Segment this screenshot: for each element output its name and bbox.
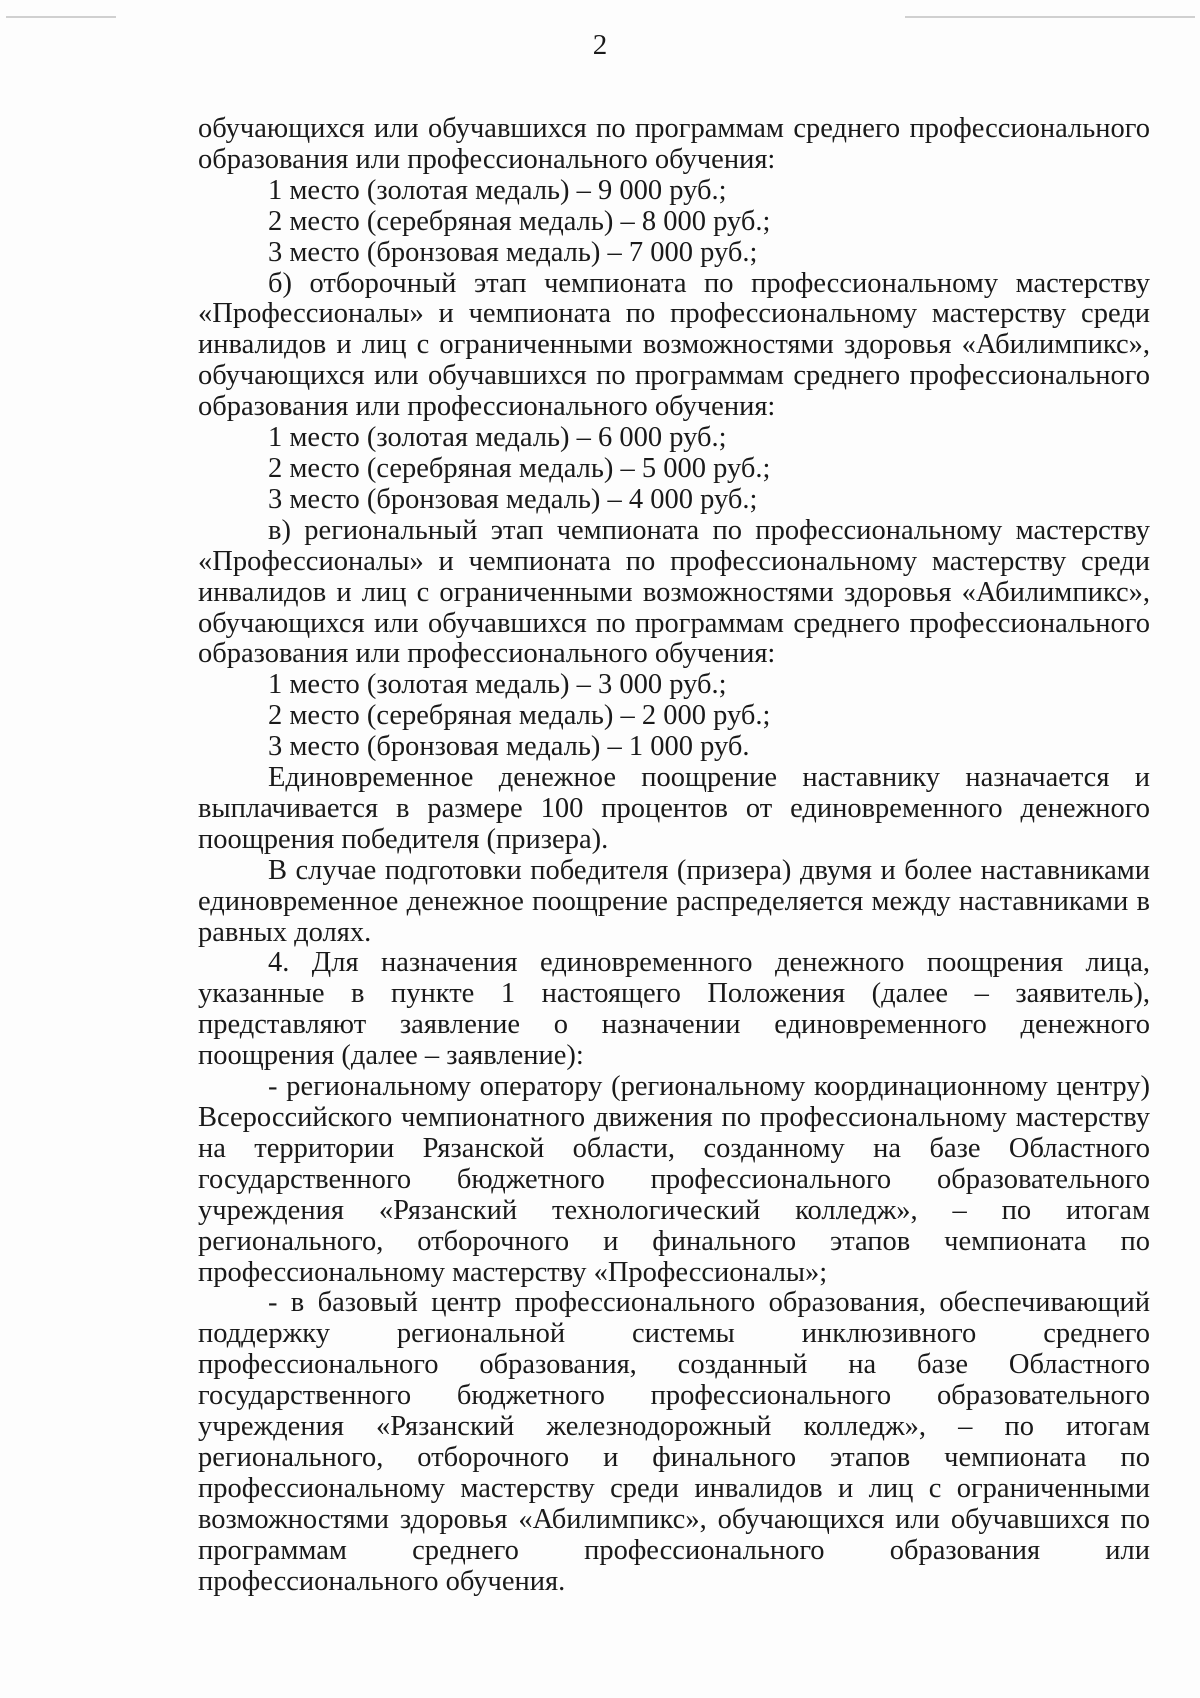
- prize-item: 1 место (золотая медаль) – 6 000 руб.;: [268, 422, 727, 454]
- paragraph: в) региональный этап чемпионата по профессиональному мастерству «Профессионалы» и чемпионата по профессиональному мастерству среди инвалидов и лиц с ограниченными возможностями здоровья «Абилимпикс», обучающихся или обучавшихся по программам среднего профессионального образования или профессионального обучения:: [198, 514, 1150, 670]
- prize-item: 3 место (бронзовая медаль) – 4 000 руб.;: [268, 483, 758, 515]
- page-number: 2: [592, 29, 608, 61]
- paragraph: 4. Для назначения единовременного денежного поощрения лица, указанные в пункте 1 настоящего Положения (далее – заявитель), представляют заявление о назначении единовременного денежного поощрения (далее – заявление):: [198, 947, 1150, 1072]
- paragraph: - в базовый центр профессионального образования, обеспечивающий поддержку региональной системы инклюзивного среднего профессионального образования, созданный на базе Областного государственного бюджетного профессионального образовательного учреждения «Рязанский железнодорожный колледж», – по итогам регионального, отборочного и финального этапов чемпионата по профессиональному мастерству среди инвалидов и лиц с ограниченными возможностями здоровья «Абилимпикс», обучающихся или обучавшихся по программам среднего профессионального образования или профессионального обучения.: [198, 1287, 1150, 1597]
- scan-artifact: [905, 16, 1195, 18]
- prize-item: 1 место (золотая медаль) – 9 000 руб.;: [268, 174, 727, 206]
- prize-item: 3 место (бронзовая медаль) – 1 000 руб.: [268, 731, 750, 763]
- paragraph: Единовременное денежное поощрение наставнику назначается и выплачивается в размере 100 процентов от единовременного денежного поощрения победителя (призера).: [198, 762, 1150, 855]
- paragraph: В случае подготовки победителя (призера) двумя и более наставниками единовременное денежное поощрение распределяется между наставниками в равных долях.: [198, 854, 1150, 948]
- paragraph: б) отборочный этап чемпионата по профессиональному мастерству «Профессионалы» и чемпионата по профессиональному мастерству среди инвалидов и лиц с ограниченными возможностями здоровья «Абилимпикс», обучающихся или обучавшихся по программам среднего профессионального образования или профессионального обучения:: [198, 267, 1150, 423]
- paragraph: - региональному оператору (региональному координационному центру) Всероссийского чемпионатного движения по профессиональному мастерству на территории Рязанской области, созданному на базе Областного государственного бюджетного профессионального образовательного учреждения «Рязанский технологический колледж», – по итогам регионального, отборочного и финального этапов чемпионата по профессиональному мастерству «Профессионалы»;: [198, 1071, 1150, 1288]
- prize-item: 2 место (серебряная медаль) – 2 000 руб.;: [268, 700, 771, 732]
- prize-item: 2 место (серебряная медаль) – 8 000 руб.;: [268, 205, 771, 237]
- prize-item: 2 место (серебряная медаль) – 5 000 руб.;: [268, 452, 771, 484]
- prize-item: 3 место (бронзовая медаль) – 7 000 руб.;: [268, 236, 758, 268]
- document-body: [198, 114, 1150, 1598]
- scan-artifact: [6, 16, 116, 18]
- prize-item: 1 место (золотая медаль) – 3 000 руб.;: [268, 669, 727, 701]
- paragraph-continuation: обучающихся или обучавшихся по программам среднего профессионального образования или профессионального обучения:: [198, 113, 1150, 175]
